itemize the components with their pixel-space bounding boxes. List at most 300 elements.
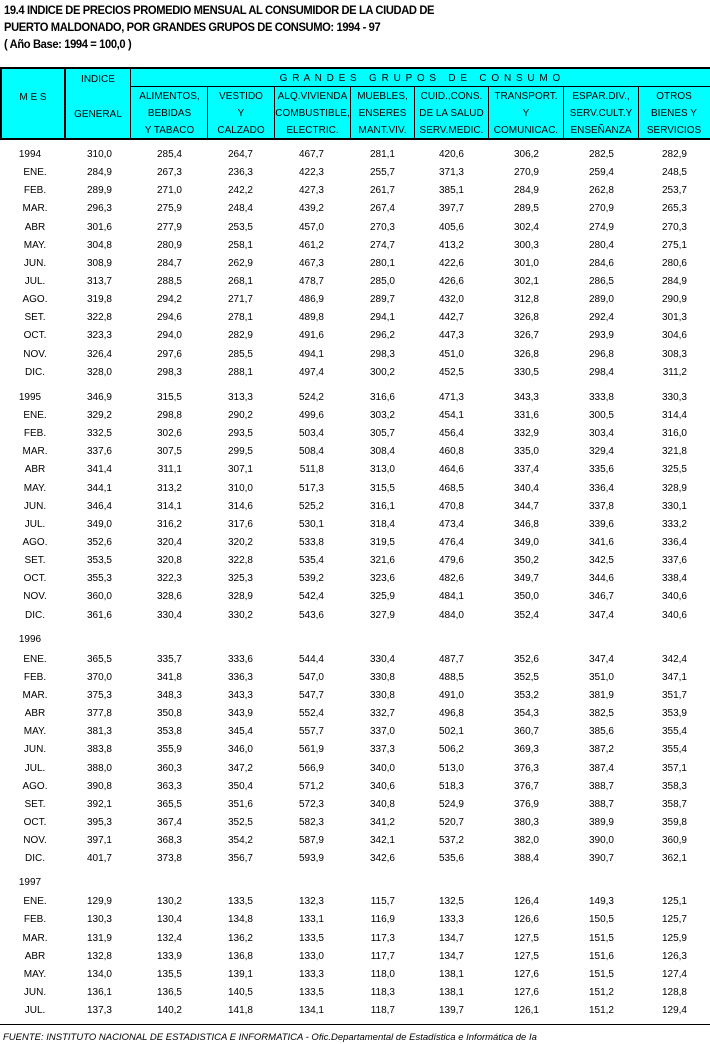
value-cell: 442,7 bbox=[438, 312, 464, 324]
value-cell: 491,6 bbox=[298, 330, 324, 342]
value-cell: 487,7 bbox=[438, 653, 464, 665]
value-cell: 346,0 bbox=[227, 744, 253, 756]
value-cell: 499,6 bbox=[298, 409, 324, 421]
value-cell: 325,3 bbox=[227, 573, 253, 585]
month-row bbox=[0, 893, 710, 911]
value-cell: 376,9 bbox=[513, 798, 539, 810]
value-cell: 316,0 bbox=[661, 428, 687, 440]
value-cell: 255,7 bbox=[369, 167, 395, 179]
value-cell: 347,1 bbox=[661, 671, 687, 683]
value-cell: 133,9 bbox=[156, 950, 182, 962]
row-label: MAY. bbox=[23, 726, 47, 738]
value-cell: 347,2 bbox=[227, 762, 253, 774]
value-cell: 377,8 bbox=[86, 708, 112, 720]
value-cell: 117,7 bbox=[370, 950, 395, 962]
header-group-label: ELECTRIC. bbox=[286, 125, 339, 136]
value-cell: 329,4 bbox=[588, 446, 614, 458]
month-row bbox=[0, 705, 710, 723]
value-cell: 299,5 bbox=[227, 446, 253, 458]
month-row bbox=[0, 796, 710, 814]
value-cell: 132,8 bbox=[86, 950, 112, 962]
value-cell: 363,3 bbox=[156, 780, 182, 792]
row-label: OCT. bbox=[23, 330, 47, 342]
value-cell: 313,2 bbox=[156, 482, 182, 494]
value-cell: 262,8 bbox=[588, 185, 614, 197]
month-row bbox=[0, 327, 710, 345]
value-cell: 346,9 bbox=[86, 391, 112, 403]
value-cell: 542,4 bbox=[298, 591, 324, 603]
value-cell: 336,4 bbox=[588, 482, 614, 494]
header-group-label: CUID.,CONS. bbox=[420, 91, 483, 102]
value-cell: 432,0 bbox=[438, 294, 464, 306]
value-cell: 126,3 bbox=[661, 950, 687, 962]
value-cell: 298,3 bbox=[156, 366, 182, 378]
value-cell: 330,4 bbox=[369, 653, 395, 665]
header-group-label: SERV.CULT.Y bbox=[569, 108, 633, 119]
value-cell: 497,4 bbox=[298, 366, 324, 378]
header-group-label: OTROS bbox=[656, 91, 692, 102]
value-cell: 381,3 bbox=[86, 726, 112, 738]
value-cell: 347,4 bbox=[588, 609, 614, 621]
value-cell: 337,3 bbox=[369, 744, 395, 756]
value-cell: 537,2 bbox=[438, 835, 464, 847]
header-group-label: ALQ.VIVIENDA bbox=[277, 91, 348, 102]
value-cell: 547,7 bbox=[298, 689, 324, 701]
value-cell: 302,4 bbox=[513, 221, 539, 233]
value-cell: 467,3 bbox=[298, 257, 324, 269]
value-cell: 248,4 bbox=[227, 203, 253, 215]
month-row bbox=[0, 1002, 710, 1020]
value-cell: 533,8 bbox=[298, 536, 324, 548]
value-cell: 275,1 bbox=[661, 239, 687, 251]
value-cell: 317,6 bbox=[227, 518, 253, 530]
value-cell: 282,9 bbox=[661, 149, 687, 160]
month-row bbox=[0, 164, 710, 182]
value-cell: 557,7 bbox=[298, 726, 324, 738]
value-cell: 352,6 bbox=[513, 653, 539, 665]
value-cell: 530,1 bbox=[298, 518, 324, 530]
value-cell: 547,0 bbox=[298, 671, 324, 683]
value-cell: 342,5 bbox=[588, 555, 614, 567]
value-cell: 452,5 bbox=[438, 366, 464, 378]
value-cell: 293,9 bbox=[588, 330, 614, 342]
month-row bbox=[0, 364, 710, 382]
value-cell: 296,3 bbox=[86, 203, 112, 215]
value-cell: 323,6 bbox=[369, 573, 395, 585]
value-cell: 520,7 bbox=[438, 816, 464, 828]
value-cell: 310,0 bbox=[86, 149, 112, 160]
value-cell: 328,9 bbox=[661, 482, 687, 494]
value-cell: 285,4 bbox=[156, 149, 182, 160]
value-cell: 296,2 bbox=[369, 330, 395, 342]
value-cell: 470,8 bbox=[438, 500, 464, 512]
month-row bbox=[0, 778, 710, 796]
value-cell: 297,6 bbox=[156, 348, 182, 360]
value-cell: 336,4 bbox=[661, 536, 687, 548]
month-row bbox=[0, 498, 710, 516]
value-cell: 488,5 bbox=[438, 671, 464, 683]
value-cell: 130,4 bbox=[156, 914, 182, 926]
row-label: JUL. bbox=[24, 518, 46, 530]
value-cell: 333,6 bbox=[227, 653, 253, 665]
value-cell: 151,5 bbox=[588, 932, 614, 944]
value-cell: 304,6 bbox=[661, 330, 687, 342]
header-grandes-grupos: G R A N D E S G R U P O S D E C O N S U M O bbox=[279, 73, 562, 84]
value-cell: 316,1 bbox=[369, 500, 395, 512]
value-cell: 135,5 bbox=[156, 968, 182, 980]
value-cell: 355,4 bbox=[661, 744, 687, 756]
table-header bbox=[0, 67, 710, 140]
value-cell: 383,8 bbox=[86, 744, 112, 756]
value-cell: 535,6 bbox=[438, 853, 464, 865]
value-cell: 323,3 bbox=[86, 330, 112, 342]
value-cell: 125,7 bbox=[661, 914, 687, 926]
value-cell: 264,7 bbox=[227, 149, 253, 160]
value-cell: 151,6 bbox=[588, 950, 614, 962]
value-cell: 303,2 bbox=[369, 409, 395, 421]
value-cell: 285,5 bbox=[227, 348, 253, 360]
value-cell: 456,4 bbox=[438, 428, 464, 440]
value-cell: 344,6 bbox=[588, 573, 614, 585]
value-cell: 306,2 bbox=[513, 149, 539, 160]
value-cell: 294,6 bbox=[156, 312, 182, 324]
header-group-label: ESPAR.DIV., bbox=[572, 91, 630, 102]
month-row bbox=[0, 930, 710, 948]
value-cell: 405,6 bbox=[438, 221, 464, 233]
value-cell: 344,1 bbox=[86, 482, 112, 494]
value-cell: 370,0 bbox=[86, 671, 112, 683]
value-cell: 133,5 bbox=[227, 896, 253, 908]
table-body bbox=[0, 146, 710, 1020]
value-cell: 346,4 bbox=[86, 500, 112, 512]
value-cell: 115,7 bbox=[370, 896, 395, 908]
row-label: 1995 bbox=[18, 391, 42, 403]
value-cell: 315,5 bbox=[369, 482, 395, 494]
value-cell: 236,3 bbox=[227, 167, 253, 179]
value-cell: 281,1 bbox=[369, 149, 395, 160]
row-label: AGO. bbox=[22, 536, 48, 548]
value-cell: 484,0 bbox=[438, 609, 464, 621]
header-group-label: ALIMENTOS, bbox=[139, 91, 200, 102]
value-cell: 345,4 bbox=[227, 726, 253, 738]
value-cell: 390,7 bbox=[588, 853, 614, 865]
value-cell: 494,1 bbox=[298, 348, 324, 360]
value-cell: 134,7 bbox=[438, 950, 464, 962]
value-cell: 375,3 bbox=[86, 689, 112, 701]
value-cell: 280,9 bbox=[156, 239, 182, 251]
value-cell: 350,4 bbox=[227, 780, 253, 792]
value-cell: 134,8 bbox=[227, 914, 253, 926]
value-cell: 319,8 bbox=[86, 294, 112, 306]
row-label: 1996 bbox=[18, 633, 42, 645]
value-cell: 387,4 bbox=[588, 762, 614, 774]
value-cell: 454,1 bbox=[438, 409, 464, 421]
value-cell: 267,4 bbox=[369, 203, 395, 215]
header-group-label: TRANSPORT. bbox=[494, 91, 558, 102]
value-cell: 344,7 bbox=[513, 500, 539, 512]
month-row bbox=[0, 832, 710, 850]
value-cell: 539,2 bbox=[298, 573, 324, 585]
value-cell: 376,7 bbox=[513, 780, 539, 792]
value-cell: 125,1 bbox=[661, 896, 687, 908]
value-cell: 354,2 bbox=[227, 835, 253, 847]
value-cell: 312,8 bbox=[513, 294, 539, 306]
value-cell: 508,4 bbox=[298, 446, 324, 458]
value-cell: 290,9 bbox=[661, 294, 687, 306]
value-cell: 275,9 bbox=[156, 203, 182, 215]
value-cell: 307,5 bbox=[156, 446, 182, 458]
value-cell: 369,3 bbox=[513, 744, 539, 756]
value-cell: 335,7 bbox=[156, 653, 182, 665]
value-cell: 271,0 bbox=[156, 185, 182, 197]
value-cell: 340,4 bbox=[513, 482, 539, 494]
value-cell: 322,3 bbox=[156, 573, 182, 585]
value-cell: 282,9 bbox=[227, 330, 253, 342]
value-cell: 587,9 bbox=[298, 835, 324, 847]
value-cell: 332,5 bbox=[86, 428, 112, 440]
row-label: JUL. bbox=[24, 275, 46, 287]
value-cell: 496,8 bbox=[438, 708, 464, 720]
value-cell: 278,1 bbox=[227, 312, 253, 324]
value-cell: 332,7 bbox=[369, 708, 395, 720]
value-cell: 348,3 bbox=[156, 689, 182, 701]
value-cell: 300,2 bbox=[369, 366, 395, 378]
value-cell: 134,0 bbox=[86, 968, 112, 980]
value-cell: 468,5 bbox=[438, 482, 464, 494]
row-label: ENE. bbox=[23, 896, 47, 908]
value-cell: 127,4 bbox=[661, 968, 687, 980]
value-cell: 506,2 bbox=[438, 744, 464, 756]
row-label: OCT. bbox=[23, 816, 47, 828]
value-cell: 268,1 bbox=[227, 275, 253, 287]
row-label: DIC. bbox=[25, 366, 45, 378]
value-cell: 125,9 bbox=[661, 932, 687, 944]
row-label: FEB. bbox=[23, 428, 47, 440]
row-label: 1994 bbox=[18, 149, 42, 160]
value-cell: 133,3 bbox=[298, 968, 324, 980]
month-row bbox=[0, 309, 710, 327]
header-group-label: COMBUSTIBLE, bbox=[275, 108, 350, 119]
value-cell: 351,6 bbox=[227, 798, 253, 810]
value-cell: 341,2 bbox=[369, 816, 395, 828]
value-cell: 139,7 bbox=[438, 1005, 464, 1017]
value-cell: 373,8 bbox=[156, 853, 182, 865]
value-cell: 290,2 bbox=[227, 409, 253, 421]
value-cell: 349,0 bbox=[86, 518, 112, 530]
value-cell: 314,6 bbox=[227, 500, 253, 512]
value-cell: 289,5 bbox=[513, 203, 539, 215]
value-cell: 284,9 bbox=[513, 185, 539, 197]
value-cell: 130,3 bbox=[86, 914, 112, 926]
value-cell: 337,0 bbox=[369, 726, 395, 738]
value-cell: 473,4 bbox=[438, 518, 464, 530]
value-cell: 301,0 bbox=[513, 257, 539, 269]
value-cell: 321,6 bbox=[369, 555, 395, 567]
value-cell: 132,4 bbox=[156, 932, 182, 944]
value-cell: 355,4 bbox=[661, 726, 687, 738]
value-cell: 128,8 bbox=[661, 987, 687, 999]
value-cell: 338,4 bbox=[661, 573, 687, 585]
value-cell: 282,5 bbox=[588, 149, 614, 160]
value-cell: 140,5 bbox=[227, 987, 253, 999]
header-indice: INDICE bbox=[81, 74, 115, 85]
month-row bbox=[0, 741, 710, 759]
value-cell: 151,5 bbox=[588, 968, 614, 980]
value-cell: 314,4 bbox=[661, 409, 687, 421]
value-cell: 265,3 bbox=[661, 203, 687, 215]
month-row bbox=[0, 182, 710, 200]
month-row bbox=[0, 291, 710, 309]
value-cell: 328,0 bbox=[86, 366, 112, 378]
value-cell: 340,0 bbox=[369, 762, 395, 774]
value-cell: 422,6 bbox=[438, 257, 464, 269]
value-cell: 451,0 bbox=[438, 348, 464, 360]
value-cell: 535,4 bbox=[298, 555, 324, 567]
table-base-year-note: ( Año Base: 1994 = 100,0 ) bbox=[4, 37, 132, 51]
value-cell: 525,2 bbox=[298, 500, 324, 512]
value-cell: 277,9 bbox=[156, 221, 182, 233]
value-cell: 133,5 bbox=[298, 987, 324, 999]
value-cell: 389,9 bbox=[588, 816, 614, 828]
table-title-line-1: 19.4 INDICE DE PRECIOS PROMEDIO MENSUAL AL CONSUMIDOR DE LA CIUDAD DE bbox=[4, 3, 435, 17]
value-cell: 330,1 bbox=[661, 500, 687, 512]
value-cell: 543,6 bbox=[298, 609, 324, 621]
value-cell: 486,9 bbox=[298, 294, 324, 306]
value-cell: 330,3 bbox=[661, 391, 687, 403]
month-row bbox=[0, 607, 710, 625]
row-label: MAY. bbox=[23, 482, 47, 494]
value-cell: 329,2 bbox=[86, 409, 112, 421]
value-cell: 478,7 bbox=[298, 275, 324, 287]
value-cell: 140,2 bbox=[156, 1005, 182, 1017]
value-cell: 517,3 bbox=[298, 482, 324, 494]
value-cell: 367,4 bbox=[156, 816, 182, 828]
value-cell: 130,2 bbox=[156, 896, 182, 908]
value-cell: 371,3 bbox=[438, 167, 464, 179]
value-cell: 326,7 bbox=[513, 330, 539, 342]
row-label: MAR. bbox=[22, 932, 48, 944]
value-cell: 382,0 bbox=[513, 835, 539, 847]
table-title-line-2: PUERTO MALDONADO, POR GRANDES GRUPOS DE CONSUMO: 1994 - 97 bbox=[4, 20, 381, 34]
value-cell: 298,3 bbox=[369, 348, 395, 360]
value-cell: 301,3 bbox=[661, 312, 687, 324]
header-group-label: ENSEÑANZA bbox=[570, 125, 632, 136]
value-cell: 359,8 bbox=[661, 816, 687, 828]
value-cell: 439,2 bbox=[298, 203, 324, 215]
value-cell: 313,3 bbox=[227, 391, 253, 403]
row-label: MAR. bbox=[22, 689, 48, 701]
value-cell: 136,2 bbox=[227, 932, 253, 944]
header-group-label: DE LA SALUD bbox=[419, 108, 484, 119]
value-cell: 354,3 bbox=[513, 708, 539, 720]
value-cell: 310,0 bbox=[227, 482, 253, 494]
value-cell: 524,9 bbox=[438, 798, 464, 810]
month-row bbox=[0, 552, 710, 570]
value-cell: 321,8 bbox=[661, 446, 687, 458]
value-cell: 284,9 bbox=[661, 275, 687, 287]
value-cell: 313,0 bbox=[369, 464, 395, 476]
value-cell: 352,6 bbox=[86, 536, 112, 548]
value-cell: 503,4 bbox=[298, 428, 324, 440]
value-cell: 397,7 bbox=[438, 203, 464, 215]
value-cell: 127,5 bbox=[513, 932, 539, 944]
year-row bbox=[0, 146, 710, 164]
value-cell: 126,4 bbox=[513, 896, 539, 908]
month-row bbox=[0, 687, 710, 705]
value-cell: 337,4 bbox=[513, 464, 539, 476]
value-cell: 126,1 bbox=[513, 1005, 539, 1017]
value-cell: 489,8 bbox=[298, 312, 324, 324]
month-row bbox=[0, 760, 710, 778]
value-cell: 476,4 bbox=[438, 536, 464, 548]
value-cell: 346,7 bbox=[588, 591, 614, 603]
value-cell: 316,6 bbox=[369, 391, 395, 403]
value-cell: 333,8 bbox=[588, 391, 614, 403]
value-cell: 127,5 bbox=[513, 950, 539, 962]
value-cell: 308,4 bbox=[369, 446, 395, 458]
value-cell: 271,7 bbox=[227, 294, 253, 306]
month-row bbox=[0, 651, 710, 669]
header-group-label: SERV.MEDIC. bbox=[419, 125, 484, 136]
row-label: JUN. bbox=[23, 500, 47, 512]
value-cell: 351,7 bbox=[661, 689, 687, 701]
value-cell: 358,3 bbox=[661, 780, 687, 792]
value-cell: 390,0 bbox=[588, 835, 614, 847]
value-cell: 280,6 bbox=[661, 257, 687, 269]
row-label: JUN. bbox=[23, 987, 47, 999]
header-mes: M E S bbox=[19, 92, 47, 103]
row-label: MAR. bbox=[22, 446, 48, 458]
value-cell: 518,3 bbox=[438, 780, 464, 792]
source-footnote: FUENTE: INSTITUTO NACIONAL DE ESTADISTICA E INFORMATICA - Ofic.Departamental de Estadística e Informática de Ia bbox=[3, 1032, 537, 1043]
value-cell: 356,7 bbox=[227, 853, 253, 865]
value-cell: 138,1 bbox=[438, 968, 464, 980]
row-label: 1997 bbox=[18, 877, 42, 889]
header-group-label: Y bbox=[522, 108, 530, 119]
value-cell: 427,3 bbox=[298, 185, 324, 197]
month-row bbox=[0, 461, 710, 479]
value-cell: 340,6 bbox=[661, 609, 687, 621]
footer-rule bbox=[0, 1024, 710, 1025]
value-cell: 349,0 bbox=[513, 536, 539, 548]
value-cell: 274,9 bbox=[588, 221, 614, 233]
value-cell: 362,1 bbox=[661, 853, 687, 865]
value-cell: 126,6 bbox=[513, 914, 539, 926]
row-label: MAY. bbox=[23, 968, 47, 980]
value-cell: 328,9 bbox=[227, 591, 253, 603]
value-cell: 304,8 bbox=[86, 239, 112, 251]
value-cell: 413,2 bbox=[438, 239, 464, 251]
value-cell: 326,4 bbox=[86, 348, 112, 360]
value-cell: 280,4 bbox=[588, 239, 614, 251]
value-cell: 313,7 bbox=[86, 275, 112, 287]
value-cell: 330,8 bbox=[369, 689, 395, 701]
row-label: SET. bbox=[24, 798, 46, 810]
month-row bbox=[0, 723, 710, 741]
row-label: DIC. bbox=[25, 609, 45, 621]
value-cell: 381,9 bbox=[588, 689, 614, 701]
value-cell: 134,7 bbox=[438, 932, 464, 944]
value-cell: 294,2 bbox=[156, 294, 182, 306]
value-cell: 314,1 bbox=[156, 500, 182, 512]
value-cell: 337,6 bbox=[86, 446, 112, 458]
row-label: MAY. bbox=[23, 239, 47, 251]
value-cell: 385,6 bbox=[588, 726, 614, 738]
value-cell: 258,1 bbox=[227, 239, 253, 251]
value-cell: 352,4 bbox=[513, 609, 539, 621]
value-cell: 332,9 bbox=[513, 428, 539, 440]
header-group-label: Y TABACO bbox=[144, 125, 195, 136]
